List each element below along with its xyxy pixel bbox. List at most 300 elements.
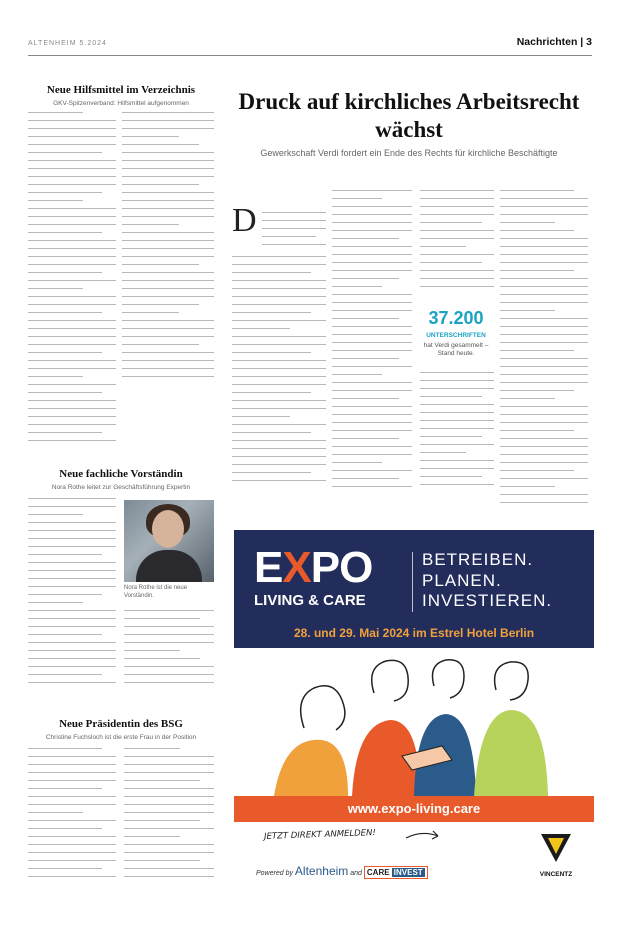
text-line	[28, 168, 116, 169]
text-line	[332, 454, 412, 455]
text-line	[28, 240, 116, 241]
dropcap: D	[232, 202, 257, 239]
text-line	[28, 602, 83, 603]
text-line	[332, 486, 412, 487]
text-line	[232, 296, 326, 297]
text-line	[28, 860, 116, 861]
text-line	[500, 334, 588, 335]
text-line	[28, 176, 116, 177]
expo-logo: EXPO LIVING & CARE	[254, 546, 394, 609]
article-title: Neue Hilfsmittel im Verzeichnis	[46, 84, 196, 96]
text-line	[28, 796, 116, 797]
text-line	[28, 264, 116, 265]
careinvest-logo: CARE INVEST	[364, 866, 428, 879]
text-line	[420, 404, 494, 405]
text-line	[124, 650, 180, 651]
text-line	[28, 192, 102, 193]
text-line	[500, 278, 588, 279]
text-line	[122, 248, 214, 249]
arrow-icon	[404, 828, 444, 842]
text-line	[332, 406, 412, 407]
text-line	[500, 390, 574, 391]
text-line	[232, 424, 326, 425]
pull-quote-text: hat Verdi gesammelt – Stand heute.	[423, 342, 489, 358]
text-line	[500, 398, 555, 399]
text-line	[122, 320, 214, 321]
text-line	[122, 176, 214, 177]
text-line	[332, 270, 412, 271]
text-line	[122, 336, 214, 337]
text-line	[122, 184, 199, 185]
text-line	[420, 396, 482, 397]
text-line	[420, 214, 494, 215]
text-line	[420, 388, 494, 389]
text-line	[232, 464, 326, 465]
text-line	[28, 344, 116, 345]
text-line	[124, 764, 214, 765]
text-line	[500, 470, 574, 471]
text-line	[232, 272, 311, 273]
text-line	[232, 360, 326, 361]
text-line	[28, 674, 102, 675]
text-line	[28, 288, 83, 289]
text-line	[420, 476, 482, 477]
expo-advertisement[interactable]	[234, 530, 594, 890]
text-line	[500, 422, 588, 423]
text-line	[28, 432, 102, 433]
text-line	[500, 374, 588, 375]
text-line	[28, 610, 116, 611]
text-line	[124, 868, 214, 869]
main-body-text	[332, 190, 412, 494]
text-line	[332, 414, 412, 415]
text-line	[28, 320, 116, 321]
text-line	[124, 852, 214, 853]
page-header	[28, 34, 592, 56]
text-line	[500, 414, 588, 415]
article-subtitle: Nora Rothe leitet zur Geschäftsführung Expertin	[51, 483, 191, 491]
article-title: Neue fachliche Vorständin	[59, 468, 183, 480]
text-line	[124, 772, 214, 773]
text-line	[122, 192, 214, 193]
text-line	[28, 658, 116, 659]
text-line	[500, 502, 588, 503]
text-line	[28, 836, 116, 837]
text-line	[420, 444, 494, 445]
text-line	[420, 460, 494, 461]
text-line	[420, 484, 494, 485]
text-line	[500, 382, 588, 383]
text-line	[232, 416, 290, 417]
main-headline: Druck auf kirchliches Arbeitsrecht wächst	[238, 89, 580, 143]
text-line	[122, 368, 214, 369]
text-line	[28, 184, 116, 185]
article-vorstaendin	[28, 468, 214, 491]
text-line	[420, 372, 494, 373]
text-line	[28, 160, 116, 161]
text-line	[500, 462, 588, 463]
main-body-text	[420, 372, 494, 496]
text-line	[28, 530, 116, 531]
text-line	[122, 272, 214, 273]
text-line	[332, 342, 412, 343]
text-line	[420, 246, 466, 247]
text-line	[28, 498, 116, 499]
text-line	[124, 780, 200, 781]
text-line	[28, 272, 102, 273]
people-illustration	[234, 648, 594, 796]
text-line	[122, 144, 199, 145]
text-line	[28, 408, 116, 409]
text-line	[332, 206, 412, 207]
text-line	[28, 828, 102, 829]
text-line	[28, 312, 102, 313]
vincentz-logo-icon	[539, 830, 573, 864]
text-line	[332, 462, 382, 463]
text-line	[122, 200, 214, 201]
section-label: Nachrichten | 3	[516, 36, 592, 48]
text-line	[28, 618, 116, 619]
text-line	[332, 246, 412, 247]
text-line	[420, 380, 494, 381]
text-line	[28, 208, 116, 209]
text-line	[124, 618, 200, 619]
main-body-text	[500, 190, 588, 510]
photo-face	[152, 510, 184, 548]
text-line	[28, 376, 83, 377]
article-body-text	[124, 610, 214, 694]
text-line	[232, 256, 326, 257]
text-line	[28, 780, 116, 781]
text-line	[122, 224, 179, 225]
text-line	[28, 304, 116, 305]
text-line	[122, 312, 179, 313]
text-line	[28, 224, 116, 225]
text-line	[28, 852, 116, 853]
text-line	[122, 216, 214, 217]
text-line	[420, 238, 494, 239]
text-line	[28, 506, 116, 507]
text-line	[28, 546, 116, 547]
text-line	[500, 198, 588, 199]
text-line	[332, 302, 412, 303]
text-line	[124, 634, 214, 635]
text-line	[232, 328, 290, 329]
powered-by: Powered by Altenheim and CARE INVEST	[256, 864, 428, 879]
text-line	[28, 538, 116, 539]
text-line	[332, 286, 382, 287]
register-cta[interactable]: JETZT DIREKT ANMELDEN!	[263, 828, 377, 842]
text-line	[28, 232, 102, 233]
pull-quote-label: UNTERSCHRIFTEN	[426, 332, 486, 339]
text-line	[262, 244, 326, 245]
text-line	[332, 374, 382, 375]
text-line	[28, 352, 102, 353]
text-line	[232, 312, 311, 313]
text-line	[124, 860, 200, 861]
text-line	[500, 302, 588, 303]
text-line	[332, 422, 412, 423]
text-line	[232, 384, 326, 385]
text-line	[28, 514, 83, 515]
text-line	[124, 610, 214, 611]
text-line	[262, 228, 326, 229]
text-line	[332, 230, 412, 231]
text-line	[332, 430, 412, 431]
main-body-text	[232, 256, 326, 494]
text-line	[28, 152, 102, 153]
ad-url-bar[interactable]	[234, 796, 594, 822]
text-line	[500, 486, 555, 487]
text-line	[122, 208, 214, 209]
text-line	[232, 264, 326, 265]
text-line	[124, 812, 214, 813]
text-line	[332, 358, 399, 359]
main-body-text	[420, 190, 494, 294]
text-line	[122, 264, 199, 265]
text-line	[122, 168, 214, 169]
text-line	[28, 682, 116, 683]
issue-label: ALTENHEIM 5.2024	[28, 40, 107, 47]
text-line	[332, 310, 412, 311]
text-line	[262, 212, 326, 213]
article-title: Neue Präsidentin des BSG	[59, 718, 183, 730]
text-line	[122, 256, 214, 257]
logo-x: X	[282, 543, 311, 592]
text-line	[420, 190, 494, 191]
text-line	[28, 280, 116, 281]
text-line	[232, 376, 326, 377]
text-line	[332, 390, 412, 391]
text-line	[124, 674, 214, 675]
text-line	[420, 254, 494, 255]
text-line	[28, 650, 116, 651]
text-line	[500, 454, 588, 455]
ad-slogan: BETREIBEN. PLANEN. INVESTIEREN.	[422, 550, 553, 611]
text-line	[28, 578, 116, 579]
text-line	[122, 360, 214, 361]
text-line	[500, 294, 588, 295]
text-line	[332, 294, 412, 295]
text-line	[332, 214, 412, 215]
text-line	[124, 828, 214, 829]
text-line	[332, 318, 399, 319]
text-line	[122, 152, 214, 153]
text-line	[28, 570, 116, 571]
text-line	[232, 400, 326, 401]
text-line	[124, 876, 214, 877]
text-line	[124, 682, 214, 683]
text-line	[28, 666, 116, 667]
text-line	[420, 420, 494, 421]
text-line	[420, 428, 494, 429]
text-line	[420, 198, 494, 199]
text-line	[28, 626, 116, 627]
text-line	[28, 812, 83, 813]
text-line	[500, 446, 588, 447]
text-line	[232, 472, 311, 473]
text-line	[332, 326, 412, 327]
text-line	[500, 230, 574, 231]
text-line	[500, 286, 588, 287]
text-line	[122, 240, 214, 241]
text-line	[122, 136, 179, 137]
article-body-text	[124, 748, 214, 888]
article-body-text	[28, 498, 116, 694]
text-line	[28, 764, 116, 765]
text-line	[28, 256, 116, 257]
text-line	[122, 120, 214, 121]
text-line	[332, 470, 412, 471]
text-line	[500, 342, 588, 343]
text-line	[122, 344, 199, 345]
text-line	[332, 262, 412, 263]
event-date: 28. und 29. Mai 2024 im Estrel Hotel Berlin	[293, 626, 535, 640]
text-line	[332, 254, 412, 255]
text-line	[500, 438, 588, 439]
text-line	[124, 756, 214, 757]
text-line	[28, 136, 116, 137]
ad-footer	[234, 822, 594, 890]
text-line	[500, 430, 574, 431]
text-line	[28, 328, 116, 329]
text-line	[332, 398, 399, 399]
text-line	[28, 594, 102, 595]
text-line	[124, 788, 214, 789]
text-line	[28, 416, 116, 417]
text-line	[420, 278, 494, 279]
text-line	[28, 522, 116, 523]
text-line	[28, 296, 116, 297]
text-line	[124, 820, 200, 821]
altenheim-logo: Altenheim	[294, 864, 349, 878]
text-line	[232, 408, 326, 409]
text-line	[500, 190, 574, 191]
text-line	[28, 844, 116, 845]
text-line	[500, 270, 574, 271]
text-line	[28, 820, 116, 821]
text-line	[420, 270, 494, 271]
text-line	[28, 128, 116, 129]
text-line	[28, 586, 116, 587]
article-subtitle: GKV-Spitzenverband: Hilfsmittel aufgenommen	[53, 99, 189, 107]
text-line	[124, 666, 214, 667]
text-line	[500, 206, 588, 207]
text-line	[420, 230, 494, 231]
text-line	[28, 756, 116, 757]
ad-url-link[interactable]: www.expo-living.care	[347, 801, 481, 816]
text-line	[332, 334, 412, 335]
text-line	[28, 634, 102, 635]
text-line	[28, 248, 116, 249]
text-line	[500, 222, 555, 223]
article-body-text	[28, 112, 116, 452]
text-line	[332, 198, 382, 199]
text-line	[500, 478, 588, 479]
text-line	[500, 318, 588, 319]
text-line	[262, 236, 316, 237]
text-line	[232, 344, 326, 345]
text-line	[28, 868, 102, 869]
text-line	[332, 438, 399, 439]
text-line	[420, 452, 466, 453]
text-line	[28, 144, 116, 145]
text-line	[332, 190, 412, 191]
text-line	[124, 642, 214, 643]
text-line	[28, 336, 116, 337]
text-line	[500, 246, 588, 247]
text-line	[28, 642, 116, 643]
text-line	[262, 220, 326, 221]
text-line	[500, 310, 555, 311]
ad-divider	[412, 552, 413, 612]
text-line	[122, 328, 214, 329]
text-line	[122, 288, 214, 289]
text-line	[232, 352, 311, 353]
text-line	[332, 238, 399, 239]
text-line	[28, 216, 116, 217]
text-line	[124, 836, 180, 837]
article-body-text	[122, 112, 214, 384]
text-line	[28, 400, 116, 401]
text-line	[122, 296, 214, 297]
text-line	[28, 562, 116, 563]
text-line	[232, 480, 326, 481]
article-hilfsmittel	[28, 84, 214, 107]
text-line	[28, 440, 116, 441]
text-line	[420, 436, 482, 437]
text-line	[420, 262, 482, 263]
text-line	[28, 392, 102, 393]
article-body-text	[28, 748, 116, 888]
portrait-photo	[124, 500, 214, 582]
text-line	[124, 748, 180, 749]
text-line	[332, 366, 412, 367]
text-line	[420, 222, 482, 223]
text-line	[232, 432, 311, 433]
text-line	[232, 288, 326, 289]
article-subtitle: Christine Fuchsloch ist die erste Frau in der Position	[45, 733, 197, 741]
text-line	[420, 412, 494, 413]
text-line	[28, 360, 116, 361]
text-line	[28, 748, 102, 749]
text-line	[124, 796, 214, 797]
text-line	[232, 336, 326, 337]
vincentz-logo: VINCENTZ	[532, 830, 580, 878]
text-line	[232, 368, 326, 369]
text-line	[332, 350, 412, 351]
photo-body	[136, 550, 202, 582]
text-line	[232, 320, 326, 321]
text-line	[232, 448, 326, 449]
text-line	[124, 658, 200, 659]
text-line	[232, 456, 326, 457]
text-line	[232, 440, 326, 441]
text-line	[28, 772, 116, 773]
text-line	[500, 214, 588, 215]
text-line	[124, 844, 214, 845]
text-line	[332, 222, 412, 223]
text-line	[500, 262, 588, 263]
text-line	[28, 120, 116, 121]
text-line	[28, 788, 102, 789]
text-line	[500, 238, 588, 239]
text-line	[122, 160, 214, 161]
text-line	[28, 112, 83, 113]
main-body-text	[262, 212, 326, 254]
text-line	[122, 304, 199, 305]
main-subheadline: Gewerkschaft Verdi fordert ein Ende des Rechts für kirchliche Beschäftigte	[260, 148, 558, 158]
